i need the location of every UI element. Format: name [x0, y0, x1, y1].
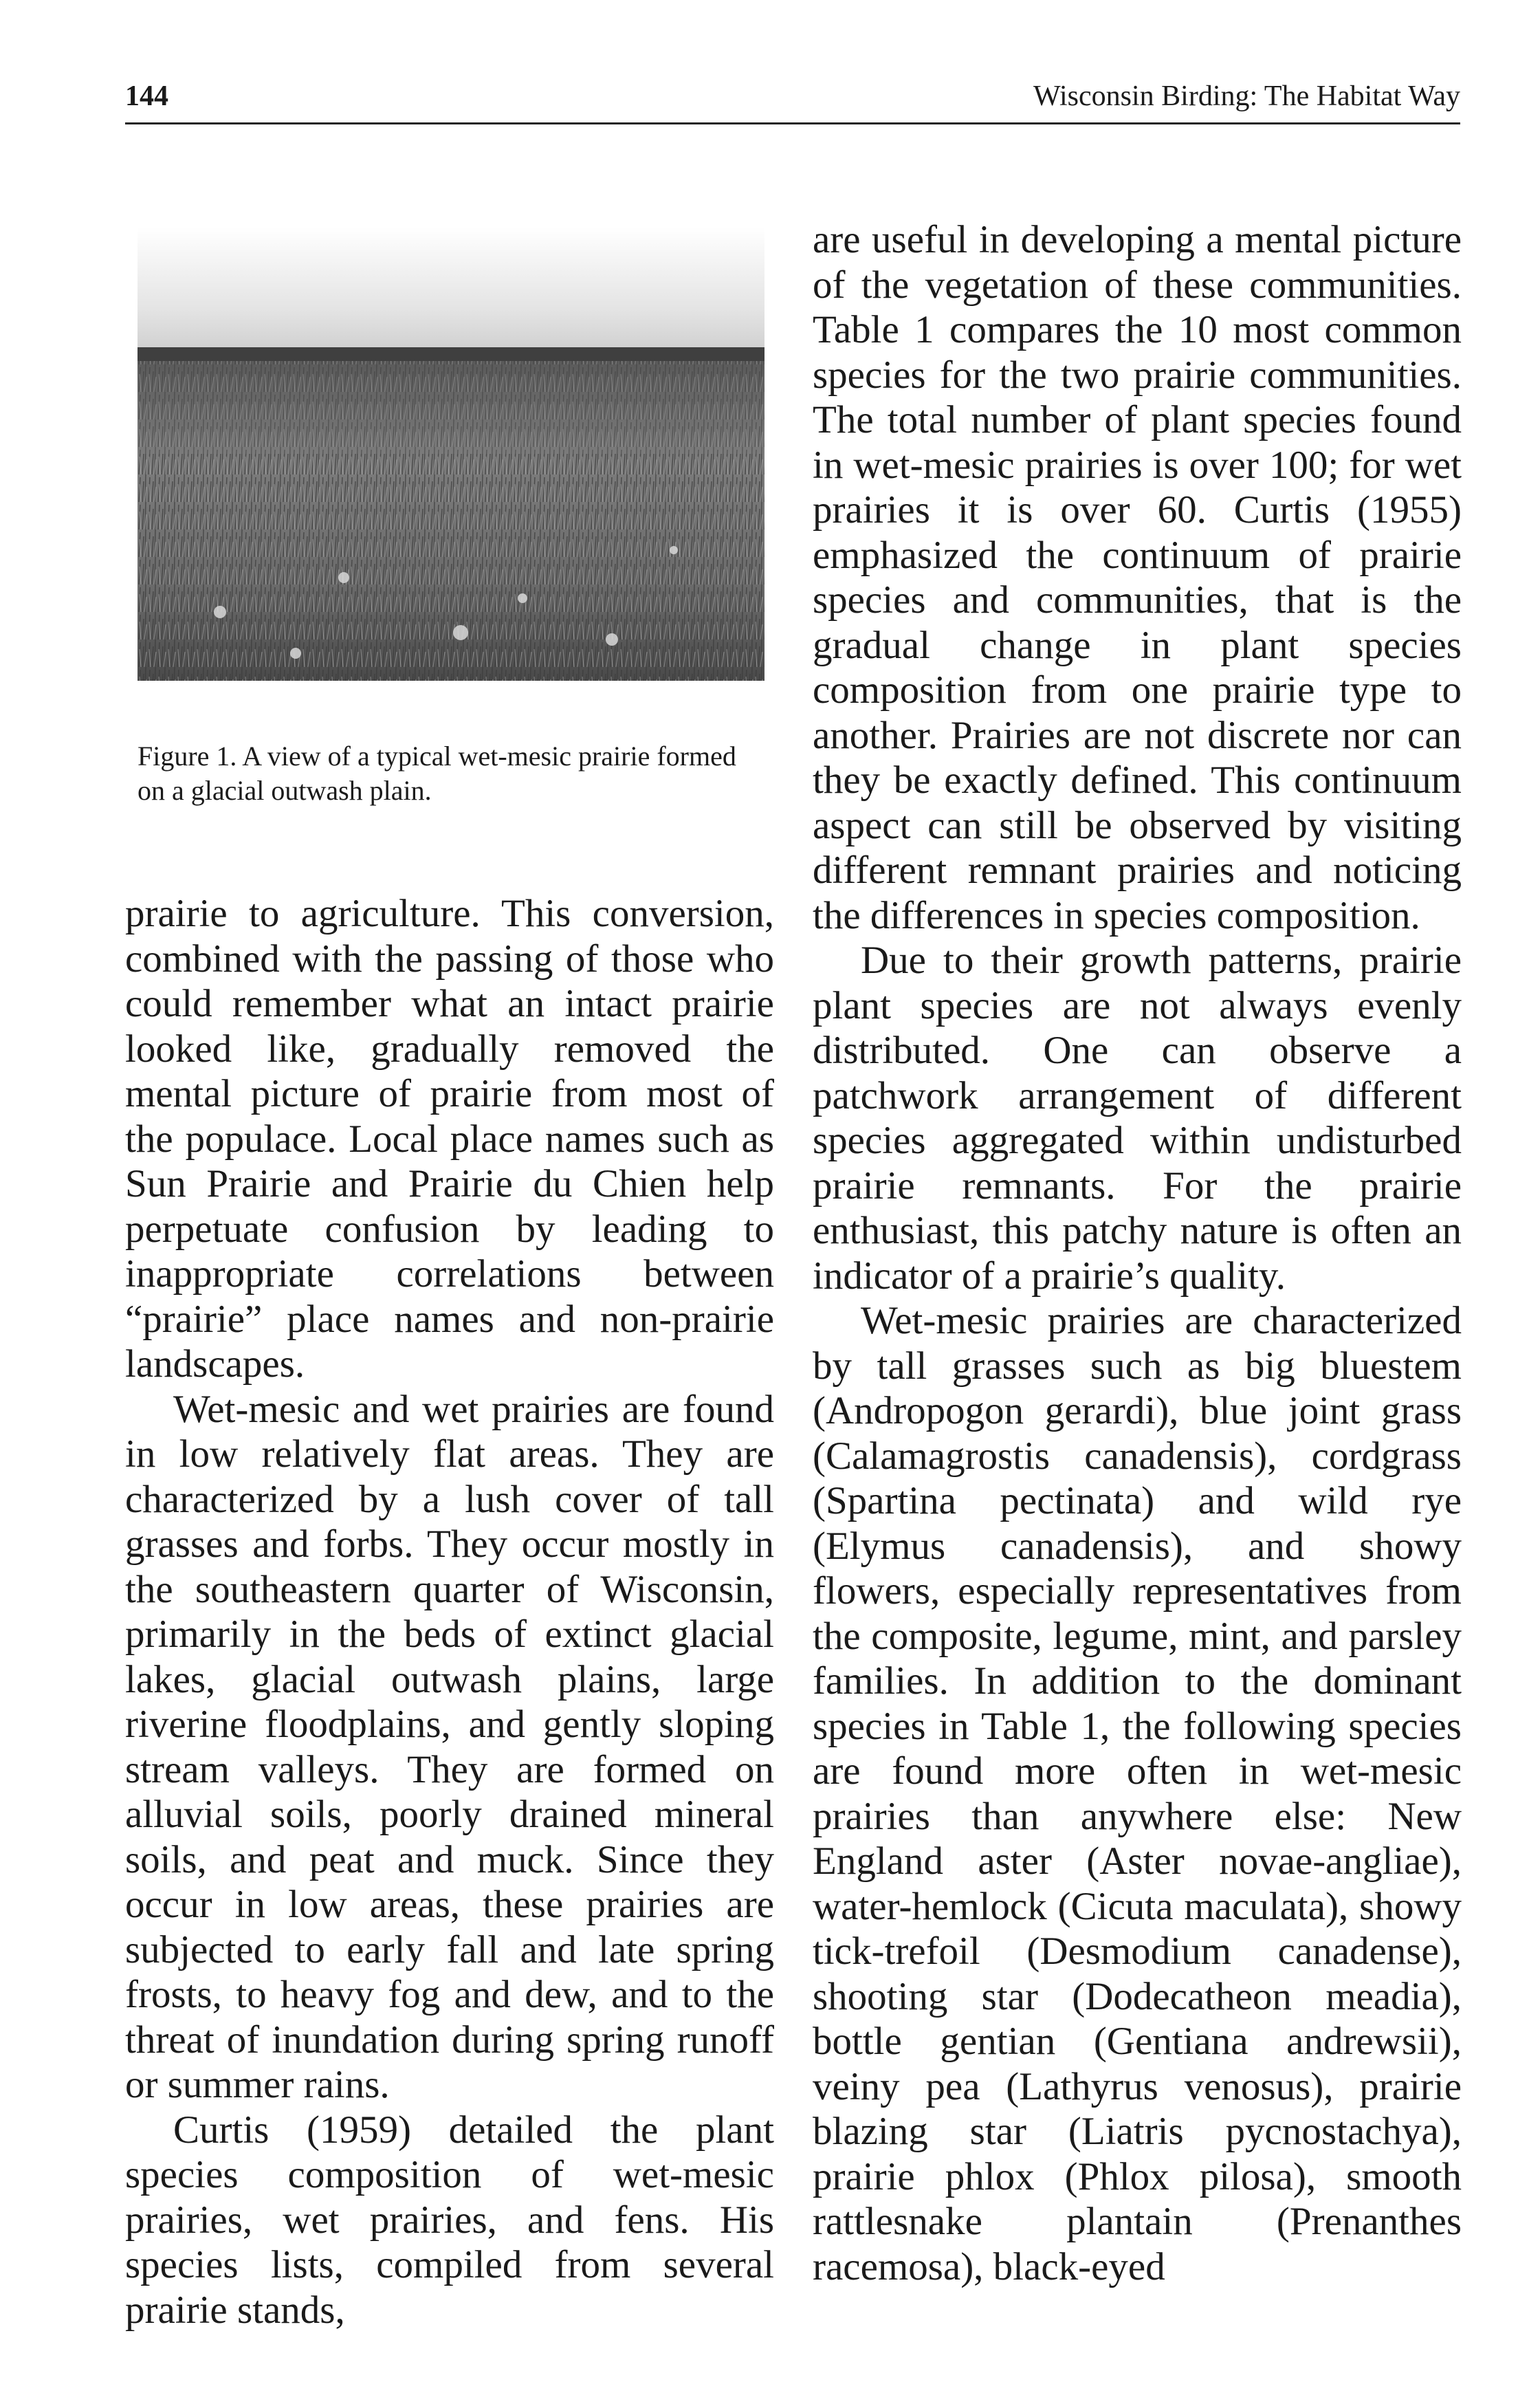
- prairie-photo: [138, 227, 764, 681]
- left-column: [125, 891, 774, 2332]
- paragraph: Due to their growth patterns, prairie plant species are not always evenly distributed. One can observe a patchwork arrangement of different species aggregated within undisturbed prairie remnants. For the prairie enthusiast, this patchy nature is often an indicator of a prairie’s quality.: [813, 939, 1462, 1298]
- figure-caption: Figure 1. A view of a typical wet-mesic prairie formed on a glacial outwash plain.: [138, 741, 736, 806]
- paragraph: are useful in developing a mental picture of the vegetation of these communities. Table 1 compares the 10 most common species for the two prairie communities. The total number of plant species found in wet-mesic prairies is over 100; for wet prairies it is over 60. Curtis (1955) emphasized the continuum of prairie species and communities, that is the gradual change in plant species composition from one prairie type to another. Prairies are not discrete nor can they be exactly defined. This continuum aspect can still be observed by visiting different remnant prairies and noticing the differences in species composition.: [813, 218, 1462, 937]
- page-number: 144: [125, 80, 168, 112]
- paragraph: Curtis (1959) detailed the plant species composition of wet-mesic prairies, wet prairies, and fens. His species lists, compiled from several prairie stands,: [125, 2108, 774, 2332]
- paragraph: prairie to agriculture. This conversion, combined with the passing of those who could remember what an intact prairie looked like, gradually removed the mental picture of prairie from most of the populace. Local place names such as Sun Prairie and Prairie du Chien help perpetuate confusion by leading to inappropriate correlations between “prairie” place names and non-prairie landscapes.: [125, 892, 774, 1386]
- running-title: Wisconsin Birding: The Habitat Way: [1033, 80, 1460, 112]
- page-header: [125, 66, 1460, 124]
- paragraph: Wet-mesic and wet prairies are found in low relatively flat areas. They are characterized by a lush cover of tall grasses and forbs. They occur mostly in the southeastern quarter of Wisconsin, primarily in the beds of extinct glacial lakes, glacial outwash plains, large riverine floodplains, and gently sloping stream valleys. They are formed on alluvial soils, poorly drained mineral soils, and peat and muck. Since they occur in low areas, these prairies are subjected to early fall and late spring frosts, to heavy fog and dew, and to the threat of inundation during spring runoff or summer rains.: [125, 1387, 774, 2106]
- paragraph: Wet-mesic prairies are characterized by tall grasses such as big bluestem (Andropogon gerardi), blue joint grass (Calamagrostis canadensis), cordgrass (Spartina pectinata) and wild rye (Elymus canadensis), and showy flowers, especially representatives from the composite, legume, mint, and parsley families. In addition to the dominant species in Table 1, the following species are found more often in wet-mesic prairies than anywhere else: New England aster (Aster novae-angliae), water-hemlock (Cicuta maculata), showy tick-trefoil (Desmodium canadense), shooting star (Dodecatheon meadia), bottle gentian (Gentiana andrewsii), veiny pea (Lathyrus venosus), prairie blazing star (Liatris pycnostachya), prairie phlox (Phlox pilosa), smooth rattlesnake plantain (Prenanthes racemosa), black-eyed: [813, 1299, 1462, 2288]
- right-column: [813, 217, 1462, 2289]
